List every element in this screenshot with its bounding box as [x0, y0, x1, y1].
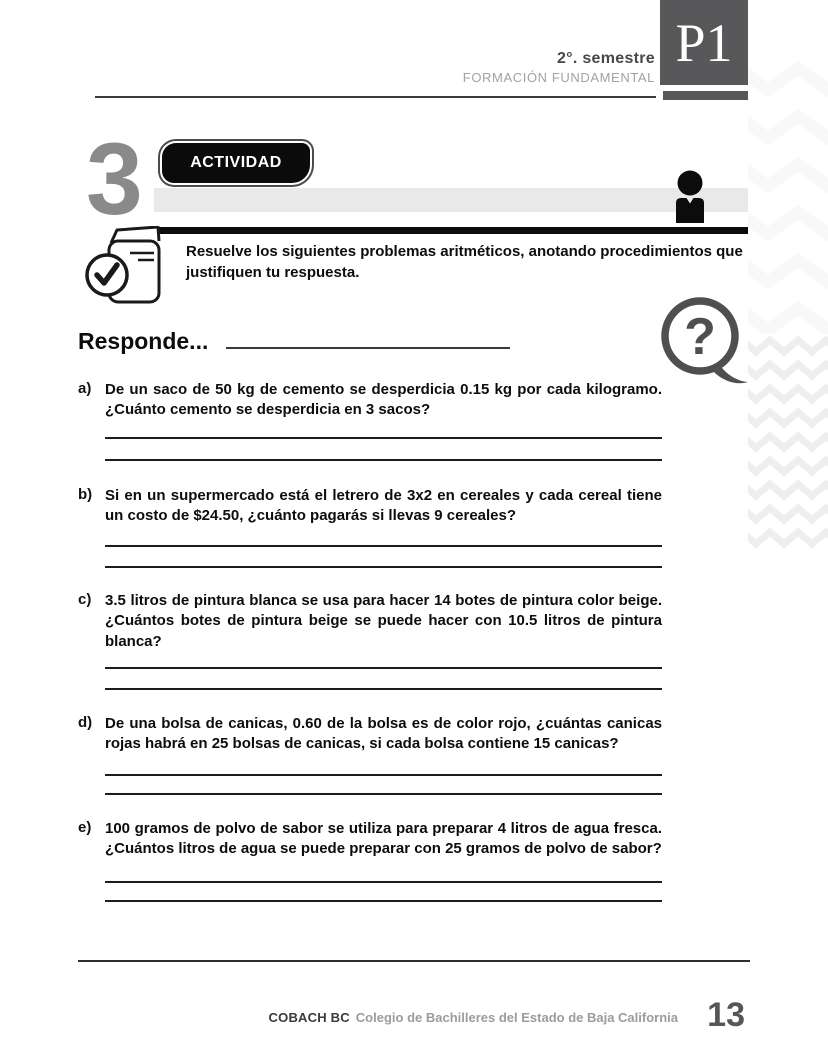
activity-badge-label: ACTIVIDAD [190, 154, 282, 171]
partial-badge-label: P1 [675, 12, 733, 73]
problem-text: 3.5 litros de pintura blanca se usa para hacer 14 botes de pintura color beige. ¿Cuántos botes de pintura beige se puede hacer con 10.5 litros de pintura blanca? [105, 592, 662, 650]
answer-line [105, 545, 662, 547]
answer-line [105, 793, 662, 795]
header-text-block [463, 50, 655, 85]
problem-text: 100 gramos de polvo de sabor se utiliza para preparar 4 litros de agua fresca. ¿Cuántos litros de agua se puede preparar con 25 gramos de polvo de sabor? [105, 820, 662, 858]
semester-label: 2°. semestre [556, 50, 655, 67]
person-icon [674, 170, 706, 224]
answer-line [105, 437, 662, 439]
question-bubble-icon [658, 294, 750, 390]
footer-divider [78, 960, 750, 962]
chevron-pattern [748, 336, 828, 560]
answer-line [105, 688, 662, 690]
problem-label: c) [78, 591, 92, 608]
problem-c [78, 591, 662, 652]
answer-line [105, 774, 662, 776]
notebook-check-icon [84, 226, 172, 306]
chevron-pattern-faint [748, 58, 828, 334]
program-label: FORMACIÓN FUNDAMENTAL [462, 70, 655, 85]
problem-d [78, 714, 662, 755]
problem-text: Si en un supermercado está el letrero de 3x2 en cereales y cada cereal tiene un costo de $24.50, ¿cuánto pagarás si llevas 9 cereales? [105, 487, 662, 525]
answer-line [105, 667, 662, 669]
footer-brand: COBACH BC [268, 1010, 350, 1025]
page-number: 13 [707, 996, 745, 1034]
footer-credit [269, 1010, 678, 1025]
problem-label: b) [78, 486, 93, 503]
problem-a [78, 380, 662, 421]
footer-institution: Colegio de Bachilleres del Estado de Baja California [355, 1010, 678, 1025]
problem-text: De un saco de 50 kg de cemento se desperdicia 0.15 kg por cada kilogramo. ¿Cuánto cemento se desperdicia en 3 sacos? [105, 381, 662, 419]
activity-black-bar [158, 227, 748, 234]
header-divider [95, 96, 656, 98]
partial-badge-underbar [663, 91, 748, 100]
answer-line [105, 881, 662, 883]
responde-underline [226, 347, 510, 349]
problem-b [78, 486, 662, 527]
activity-gray-bar [154, 188, 748, 212]
answer-line [105, 900, 662, 902]
problem-label: e) [78, 819, 92, 836]
responde-heading: Responde... [78, 328, 209, 354]
answer-line [105, 459, 662, 461]
svg-text:?: ? [684, 308, 716, 366]
problem-e [78, 819, 662, 860]
problem-label: a) [78, 380, 92, 397]
activity-number: 3 [86, 122, 141, 236]
problem-text: De una bolsa de canicas, 0.60 de la bolsa es de color rojo, ¿cuántas canicas rojas habrá en 25 bolsas de canicas, si cada bolsa contiene 15 canicas? [105, 715, 662, 753]
answer-line [105, 566, 662, 568]
partial-badge [660, 0, 748, 85]
problem-label: d) [78, 714, 93, 731]
activity-instructions: Resuelve los siguientes problemas aritméticos, anotando procedimientos que justifiquen tu respuesta. [186, 243, 743, 281]
activity-badge [162, 143, 310, 183]
